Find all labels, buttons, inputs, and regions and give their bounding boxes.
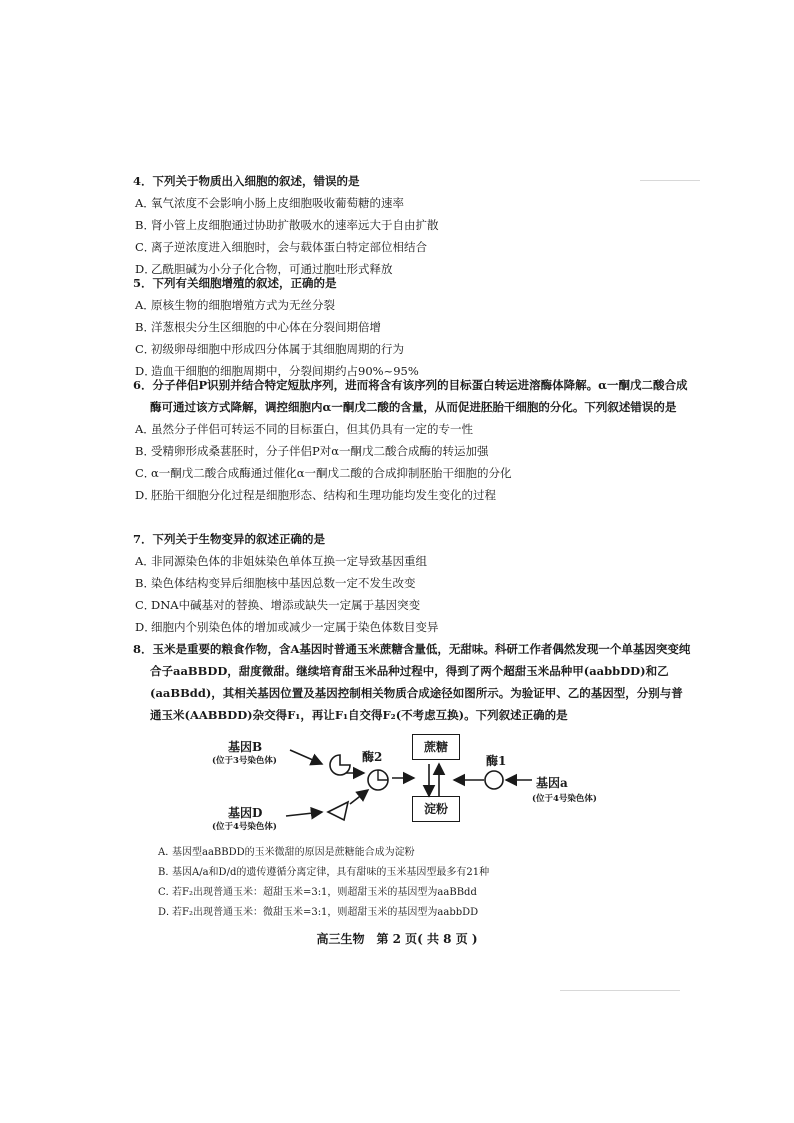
option-a: A．基因型aaBBDD的玉米微甜的原因是蔗糖能合成为淀粉 xyxy=(158,847,415,858)
option-a: A．原核生物的细胞增殖方式为无丝分裂 xyxy=(135,298,335,312)
question-8 xyxy=(133,638,693,726)
question-stem: 6．分子伴侣P识别并结合特定短肽序列，进而将含有该序列的目标蛋白转运进溶酶体降解。α一酮戊二酸合成酶可通过该方式降解，调控细胞内α一酮戊二酸的含量，从而促进胚胎干细胞的分化。下列叙述错误的是 xyxy=(133,378,688,414)
option-c: C．α一酮戊二酸合成酶通过催化α一酮戊二酸的合成抑制胚胎干细胞的分化 xyxy=(135,466,512,480)
gene-b-location: (位于3号染色体) xyxy=(212,756,277,766)
gene-d-location: (位于4号染色体) xyxy=(212,822,277,832)
enzyme1-shape xyxy=(485,771,503,789)
pathway-diagram xyxy=(200,728,620,840)
question-4 xyxy=(133,170,693,280)
question-stem: 5．下列有关细胞增殖的叙述，正确的是 xyxy=(133,276,337,290)
option-c: C．若F₂出现普通玉米：超甜玉米=3:1，则超甜玉米的基因型为aaBBdd xyxy=(158,887,477,898)
page-footer: 高三生物 第 2 页( 共 8 页 ) xyxy=(316,932,478,946)
option-b: B．染色体结构变异后细胞核中基因总数一定不发生改变 xyxy=(135,576,416,590)
enzyme-part-d-shape xyxy=(328,802,348,820)
scan-artifact xyxy=(560,990,680,991)
question-7 xyxy=(133,528,693,638)
option-a: A．氧气浓度不会影响小肠上皮细胞吸收葡萄糖的速率 xyxy=(135,196,404,210)
option-b: B．洋葱根尖分生区细胞的中心体在分裂间期倍增 xyxy=(135,320,381,334)
option-c: C．DNA中碱基对的替换、增添或缺失一定属于基因突变 xyxy=(135,598,421,612)
option-a: A．非同源染色体的非姐妹染色单体互换一定导致基因重组 xyxy=(135,554,427,568)
gene-a-location: (位于4号染色体) xyxy=(532,794,597,804)
option-b: B．受精卵形成桑葚胚时，分子伴侣P对α一酮戊二酸合成酶的转运加强 xyxy=(135,444,489,458)
gene-d-arrow xyxy=(286,812,322,816)
option-b: B．基因A/a和D/d的遗传遵循分离定律，具有甜味的玉米基因型最多有21种 xyxy=(158,867,490,878)
option-a: A．虽然分子伴侣可转运不同的目标蛋白，但其仍具有一定的专一性 xyxy=(135,422,473,436)
option-c: C．离子逆浓度进入细胞时，会与载体蛋白特定部位相结合 xyxy=(135,240,427,254)
starch-box: 淀粉 xyxy=(412,796,460,822)
gene-a-label: 基因a xyxy=(536,776,568,790)
enzyme2-label: 酶2 xyxy=(362,750,383,764)
option-d: D．细胞内个别染色体的增加或减少一定属于染色体数目变异 xyxy=(135,620,439,634)
option-d: D．造血干细胞的细胞周期中，分裂间期约占90%~95% xyxy=(135,364,419,378)
enzyme-part-b-shape xyxy=(330,755,350,775)
question-8-options xyxy=(158,843,638,923)
option-d: D．若F₂出现普通玉米：微甜玉米=3:1，则超甜玉米的基因型为aabbDD xyxy=(158,907,479,918)
gene-b-arrow xyxy=(290,750,322,764)
sucrose-box: 蔗糖 xyxy=(412,734,460,760)
option-b: B．肾小管上皮细胞通过协助扩散吸水的速率远大于自由扩散 xyxy=(135,218,439,232)
question-6 xyxy=(133,374,693,506)
question-stem: 7．下列关于生物变异的叙述正确的是 xyxy=(133,532,325,546)
gene-d-label: 基因D xyxy=(228,806,263,820)
option-d: D．胚胎干细胞分化过程是细胞形态、结构和生理功能均发生变化的过程 xyxy=(135,488,496,502)
scan-artifact xyxy=(640,180,700,181)
part-d-arrow xyxy=(350,790,368,804)
option-c: C．初级卵母细胞中形成四分体属于其细胞周期的行为 xyxy=(135,342,404,356)
option-d: D．乙酰胆碱为小分子化合物，可通过胞吐形式释放 xyxy=(135,262,393,276)
question-5 xyxy=(133,272,693,382)
question-stem: 4．下列关于物质出入细胞的叙述，错误的是 xyxy=(133,174,360,188)
question-stem: 8．玉米是重要的粮食作物，含A基因时普通玉米蔗糖含量低，无甜味。科研工作者偶然发现一个单基因突变纯合子aaBBDD，甜度微甜。继续培育甜玉米品种过程中，得到了两个超甜玉米品种甲(aabbDD)和乙(aaBBdd)，其相关基因位置及基因控制相关物质合成途径如图所示。为验证甲、乙的基因型，分别与普通玉米(AABBDD)杂交得F₁，再让F₁自交得F₂(不考虑互换)。下列叙述正确的是 xyxy=(133,642,691,722)
gene-b-label: 基因B xyxy=(228,740,263,754)
enzyme1-label: 酶1 xyxy=(486,754,507,768)
